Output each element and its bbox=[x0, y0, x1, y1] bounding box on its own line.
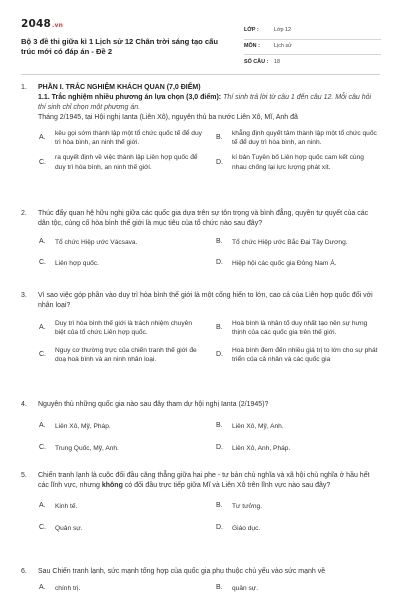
option-text: Hoà bình là nhân tố duy nhất tạo nên sự hưng thịnh của các quốc gia trên thế giới. bbox=[232, 319, 368, 337]
option-text: Quân sự. bbox=[55, 524, 83, 532]
question-text-part: Chiến tranh lạnh là cuộc đối đầu căng thẳng giữa hai phe - tư bản chủ nghĩa và xã hội chủ nghĩa ở hầu hết các lĩnh vực, nhưng bbox=[38, 472, 370, 489]
option-text: Liên Xô, Anh, Pháp. bbox=[232, 444, 291, 452]
meta-key: LỚP : bbox=[244, 27, 259, 34]
option-text: Liên Xô, Mỹ, Pháp. bbox=[55, 422, 111, 430]
answer-options bbox=[38, 583, 380, 594]
option-b[interactable] bbox=[215, 501, 380, 512]
option-b[interactable] bbox=[215, 583, 380, 594]
option-text: Hoà bình đem đến nhiều giá trị to lớn cho sự phát triển của cả nhân và các quốc gia bbox=[232, 346, 378, 363]
option-letter: B. bbox=[216, 238, 223, 246]
option-letter: B. bbox=[216, 134, 223, 142]
option-letter: C. bbox=[39, 350, 46, 358]
question-number: 3. bbox=[21, 292, 27, 299]
option-b[interactable] bbox=[215, 319, 380, 338]
option-letter: C. bbox=[39, 444, 46, 452]
option-c[interactable] bbox=[38, 443, 203, 454]
option-d[interactable] bbox=[215, 443, 380, 454]
option-letter: A. bbox=[39, 502, 46, 510]
option-letter: C. bbox=[39, 158, 46, 166]
option-letter: B. bbox=[216, 584, 223, 592]
option-text: Liên hợp quốc. bbox=[55, 259, 99, 267]
question-number: 5. bbox=[21, 472, 27, 479]
option-d[interactable] bbox=[215, 153, 380, 172]
question-5 bbox=[21, 471, 380, 534]
option-a[interactable] bbox=[38, 237, 203, 248]
answer-options bbox=[38, 421, 380, 454]
question-text-emphasis: không bbox=[101, 481, 123, 489]
logo-suffix: .vn bbox=[52, 22, 64, 29]
option-letter: D. bbox=[216, 444, 223, 452]
option-letter: C. bbox=[39, 259, 46, 267]
site-logo[interactable] bbox=[21, 17, 63, 32]
meta-key: MÔN : bbox=[244, 42, 260, 49]
option-text: Hiệp hội các quốc gia Đông Nam Á. bbox=[232, 259, 337, 267]
option-c[interactable] bbox=[38, 258, 203, 269]
meta-key: SỐ CÂU : bbox=[244, 58, 269, 65]
option-text: Giáo dục. bbox=[232, 524, 261, 532]
option-text: Duy trì hòa bình thế giới là trách nhiệm chuyên biệt của tổ chức Liên hợp quốc. bbox=[55, 319, 193, 337]
option-c[interactable] bbox=[38, 153, 203, 172]
option-letter: B. bbox=[216, 324, 223, 332]
option-text: Tư tưởng. bbox=[232, 502, 263, 510]
option-b[interactable] bbox=[215, 129, 380, 148]
option-text: quân sự. bbox=[232, 584, 259, 592]
section-instructions bbox=[38, 93, 380, 113]
question-number: 4. bbox=[21, 401, 27, 408]
option-d[interactable] bbox=[215, 523, 380, 534]
option-a[interactable] bbox=[38, 501, 203, 512]
option-letter: B. bbox=[216, 502, 223, 510]
option-a[interactable] bbox=[38, 129, 203, 148]
option-a[interactable] bbox=[38, 583, 203, 594]
meta-row-count bbox=[244, 55, 381, 71]
option-text: Nguy cơ thường trực của chiến tranh thế giới đe doạ hoà bình và an ninh nhân loại. bbox=[55, 346, 197, 363]
question-6 bbox=[21, 567, 380, 594]
option-letter: D. bbox=[216, 158, 223, 166]
meta-row-class bbox=[244, 24, 381, 40]
option-text: Trung Quốc, Mỹ, Anh. bbox=[55, 444, 119, 452]
answer-options bbox=[38, 237, 380, 269]
option-text: chính trị. bbox=[55, 584, 81, 592]
question-text-part: có đối đầu trực tiếp giữa Mĩ và Liên Xô trên lĩnh vực nào sau đây? bbox=[122, 481, 331, 489]
question-2 bbox=[21, 209, 380, 269]
option-text: Tổ chức Hiệp ước Bắc Đại Tây Dương. bbox=[232, 238, 348, 246]
option-text: ra quyết định về việc thành lập Liên hợp quốc để duy trì hòa bình, an ninh thế giới. bbox=[55, 154, 198, 171]
question-3 bbox=[21, 291, 380, 364]
logo-text: 2048 bbox=[21, 18, 52, 30]
meta-row-subject bbox=[244, 40, 381, 56]
option-letter: D. bbox=[216, 350, 223, 358]
header-divider bbox=[21, 74, 380, 75]
question-number: 1. bbox=[21, 84, 27, 91]
option-d[interactable] bbox=[215, 258, 380, 269]
document-meta bbox=[244, 24, 381, 71]
question-text: Sau Chiến tranh lạnh, sức mạnh tổng hợp của quốc gia phụ thuộc chủ yếu vào sức mạnh về bbox=[38, 568, 326, 575]
option-b[interactable] bbox=[215, 237, 380, 248]
option-text: Kinh tế. bbox=[55, 502, 78, 510]
answer-options bbox=[38, 129, 380, 172]
option-letter: A. bbox=[39, 134, 46, 142]
option-a[interactable] bbox=[38, 421, 203, 432]
section-heading: PHẦN I. TRẮC NGHIỆM KHÁCH QUAN (7,0 ĐIỂM) bbox=[38, 84, 201, 91]
option-a[interactable] bbox=[38, 319, 203, 338]
option-text: khẳng định quyết tâm thành lập một tổ chức quốc tế để duy trì hòa bình, an ninh. bbox=[232, 129, 377, 147]
option-text: kêu gọi sớm thành lập một tổ chức quốc tế để duy trì hòa bình, an ninh thế giới. bbox=[55, 129, 202, 147]
option-letter: B. bbox=[216, 422, 223, 430]
option-letter: A. bbox=[39, 584, 46, 592]
option-letter: C. bbox=[39, 524, 46, 532]
question-number: 6. bbox=[21, 568, 27, 575]
option-c[interactable] bbox=[38, 346, 203, 365]
option-letter: D. bbox=[216, 259, 223, 267]
option-text: kí bản Tuyên bố Liên hợp quốc cam kết cùng nhau chống lại lực lượng phát xít. bbox=[232, 154, 364, 171]
document-title: Bộ 3 đề thi giữa kì 1 Lịch sử 12 Chân trời sáng tạo cấu trúc mới có đáp án - Đề 2 bbox=[21, 37, 219, 57]
document-header bbox=[21, 14, 381, 68]
instructions-italic: Thí sinh trả lời từ câu 1 đến câu 12. Mỗi câu hỏi thí sinh chỉ chọn một phương án. bbox=[38, 93, 372, 111]
meta-value: 18 bbox=[274, 58, 280, 65]
option-d[interactable] bbox=[215, 346, 380, 365]
option-text: Liên Xô, Mỹ, Anh. bbox=[232, 422, 284, 430]
question-text: Thúc đẩy quan hệ hữu nghị giữa các quốc gia dựa trên sự tôn trọng và bình đẳng, quyền tự quyết của các dân tộc, củng cố hòa bình thế giới là mục tiêu của tổ chức nào sau đây? bbox=[38, 210, 369, 227]
question-4 bbox=[21, 400, 380, 454]
question-text: Nguyên thủ những quốc gia nào sau đây tham dự hội nghị Ianta (2/1945)? bbox=[38, 401, 269, 408]
option-text: Tổ chức Hiệp ước Vácsava. bbox=[55, 238, 138, 246]
option-letter: A. bbox=[39, 422, 46, 430]
question-number: 2. bbox=[21, 210, 27, 217]
meta-value: Lịch sử bbox=[274, 42, 292, 49]
question-text: Tháng 2/1945, tại Hội nghị Ianta (Liên Xô), nguyên thủ ba nước Liên Xô, Mĩ, Anh đã bbox=[38, 113, 298, 121]
question-text bbox=[38, 471, 380, 491]
answer-options bbox=[38, 501, 380, 534]
option-letter: D. bbox=[216, 524, 223, 532]
answer-options bbox=[38, 319, 380, 364]
instructions-bold: 1.1. Trắc nghiệm nhiều phương án lựa chọn (3,0 điểm): bbox=[38, 93, 222, 101]
option-letter: A. bbox=[39, 238, 46, 246]
meta-value: Lớp 12 bbox=[274, 27, 292, 34]
question-1 bbox=[21, 83, 380, 172]
option-b[interactable] bbox=[215, 421, 380, 432]
option-c[interactable] bbox=[38, 523, 203, 534]
option-letter: A. bbox=[39, 324, 46, 332]
question-text: Vì sao việc góp phần vào duy trì hòa bình thế giới là một cống hiến to lớn, cao cả của Liên hợp quốc đối với nhân loại? bbox=[38, 292, 373, 309]
